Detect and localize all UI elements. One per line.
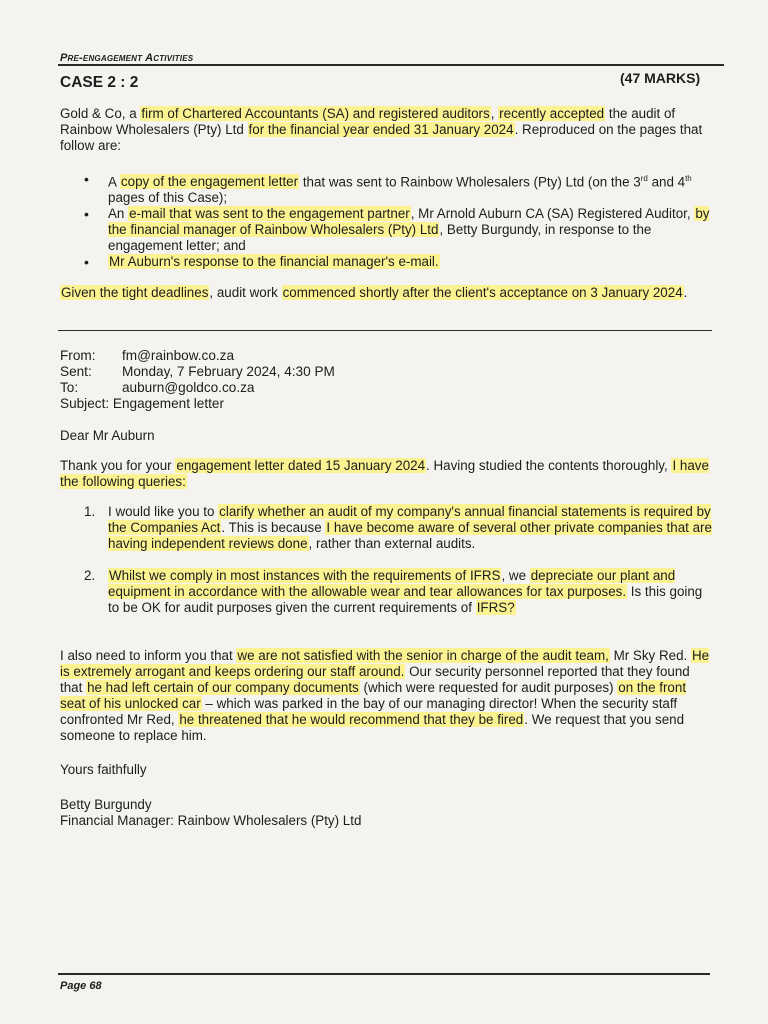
email-from: fm@rainbow.co.za [122, 348, 235, 363]
email-to-row: To: auburn@goldco.co.za [60, 380, 255, 395]
email-intro: Thank you for your engagement letter dated 15 January 2024. Having studied the contents thoroughly, I have the following queries: [60, 458, 709, 489]
section-divider [58, 330, 712, 331]
section-header: Pre-engagement Activities [60, 52, 194, 64]
list-item: 1. I would like you to clarify whether an audit of my company's annual financial statements is required by the Companies Act. This is because I have become aware of several other private companies that are having independent reviews done, rather than external audits. [84, 504, 712, 551]
list-item: 2. Whilst we comply in most instances with the requirements of IFRS, we depreciate our plant and equipment in accordance with the allowable wear and tear allowances for tax purposes. Is this going to be OK for audit purposes given the current requirements of IFRS? [84, 568, 703, 615]
email-subject: Engagement letter [112, 396, 224, 411]
email-subject-row: Subject: Engagement letter [60, 396, 224, 411]
email-sent-row: Sent: Monday, 7 February 2024, 4:30 PM [60, 364, 335, 379]
email-to: auburn@goldco.co.za [122, 380, 255, 395]
list-item: • An e-mail that was sent to the engagement partner, Mr Arnold Auburn CA (SA) Registered Auditor, by the financial manager of Rainbow Wholesalers (Pty) Ltd, Betty Burgundy, in response to the engagement letter; and [84, 206, 714, 254]
intro-paragraph: Gold & Co, a firm of Chartered Accountants (SA) and registered auditors, recently accepted the audit of Rainbow Wholesalers (Pty) Ltd for the financial year ended 31 January 2024. Reproduced on the pages that follow are: [60, 106, 703, 153]
complaint-paragraph: I also need to inform you that we are not satisfied with the senior in charge of the audit team, Mr Sky Red. He is extremely arrogant and keeps ordering our staff around. Our security personnel reported that they found that he had left certain of our company documents (which were requested for audit purposes) on the front seat of his unlocked car – which was parked in the bay of our managing director! When the security staff confronted Mr Red, he threatened that he would recommend that they be fired. We request that you send someone to replace him. [60, 648, 710, 743]
email-from-row: From: fm@rainbow.co.za [60, 348, 235, 363]
signature-name: Betty Burgundy [60, 797, 152, 812]
header-rule [58, 64, 724, 66]
list-item: • A copy of the engagement letter that was sent to Rainbow Wholesalers (Pty) Ltd (on the 3rd and 4th pages of this Case); [84, 171, 714, 206]
email-sent: Monday, 7 February 2024, 4:30 PM [122, 364, 335, 379]
list-item: • Mr Auburn's response to the financial manager's e-mail. [84, 254, 714, 270]
page-number: Page 68 [60, 980, 102, 992]
marks-label: (47 MARKS) [620, 70, 701, 86]
case-title: CASE 2 : 2 [60, 74, 139, 91]
email-header [60, 348, 335, 412]
queries-list [84, 504, 714, 616]
signature-title: Financial Manager: Rainbow Wholesalers (Pty) Ltd [60, 813, 362, 828]
salutation: Dear Mr Auburn [60, 428, 155, 443]
footer-rule [58, 973, 710, 975]
deadline-paragraph: Given the tight deadlines, audit work commenced shortly after the client's acceptance on 3 January 2024. [61, 285, 688, 300]
closing: Yours faithfully [60, 762, 147, 777]
reproduced-items-list [84, 171, 714, 270]
